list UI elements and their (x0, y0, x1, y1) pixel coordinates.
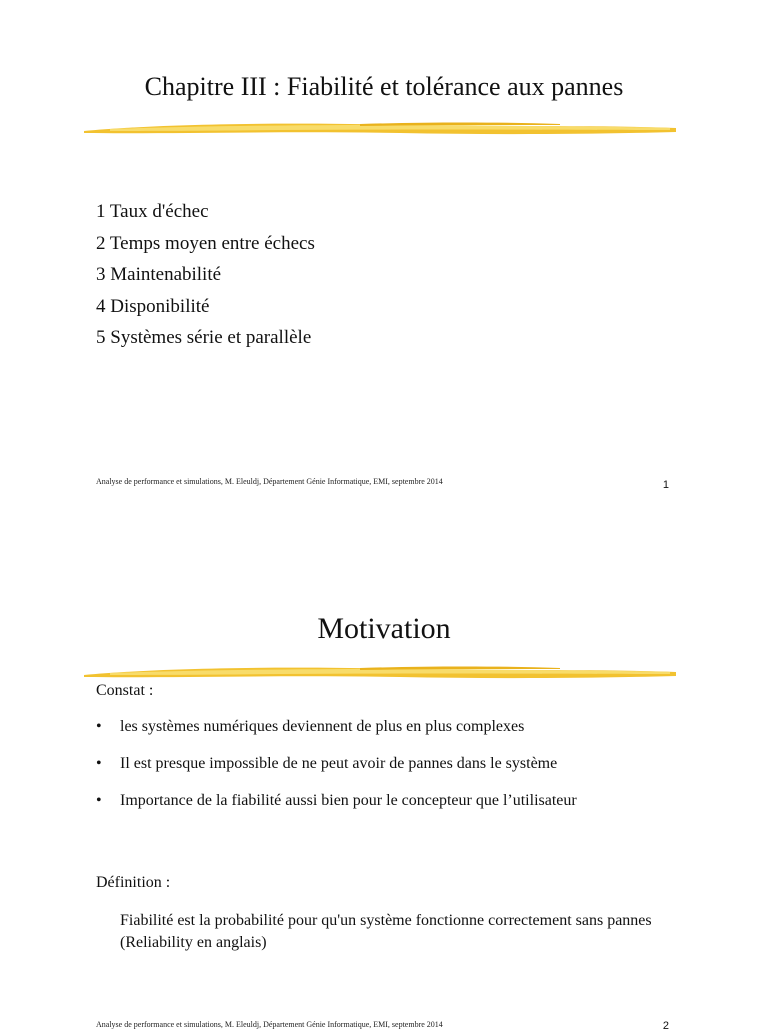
slide-footer: Analyse de performance et simulations, M. Eleuldj, Département Génie Informatique, EMI, septembre 2014 (96, 1020, 443, 1029)
list-item (96, 792, 696, 810)
toc-item: 4 Disponibilité (96, 295, 210, 317)
toc-item: 5 Systèmes série et parallèle (96, 327, 312, 348)
bullet-text: Importance de la fiabilité aussi bien pour le concepteur que l’utilisateur (120, 792, 577, 809)
page-number: 2 (662, 1020, 669, 1032)
bullet-icon: • (96, 718, 102, 735)
toc-item: 2 Temps moyen entre échecs (96, 232, 315, 254)
list-item (96, 755, 696, 773)
slide-title: Motivation (317, 612, 451, 645)
bullet-list (96, 718, 696, 829)
page-number: 1 (662, 479, 669, 491)
definition-text: Fiabilité est la probabilité pour qu'un système fonctionne correctement sans pannes (Reliability en anglais) (120, 912, 652, 951)
bullet-text: les systèmes numériques deviennent de plus en plus complexes (120, 718, 525, 735)
bullet-icon: • (96, 755, 102, 772)
brush-stroke-divider (80, 116, 680, 140)
bullet-text: Il est presque impossible de ne peut avoir de pannes dans le système (120, 755, 558, 772)
slide-2 (0, 512, 768, 1032)
brush-stroke-divider (80, 660, 680, 684)
definition-label: Définition : (96, 874, 171, 891)
slide-footer: Analyse de performance et simulations, M. Eleuldj, Département Génie Informatique, EMI, septembre 2014 (96, 477, 443, 486)
toc-item: 3 Maintenabilité (96, 264, 222, 285)
slide-title: Chapitre III : Fiabilité et tolérance aux pannes (144, 72, 624, 101)
slide-1 (0, 0, 768, 512)
table-of-contents (96, 196, 315, 354)
toc-item: 1 Taux d'échec (96, 201, 209, 222)
list-item (96, 718, 696, 736)
bullet-icon: • (96, 792, 102, 809)
constat-label: Constat : (96, 682, 154, 699)
